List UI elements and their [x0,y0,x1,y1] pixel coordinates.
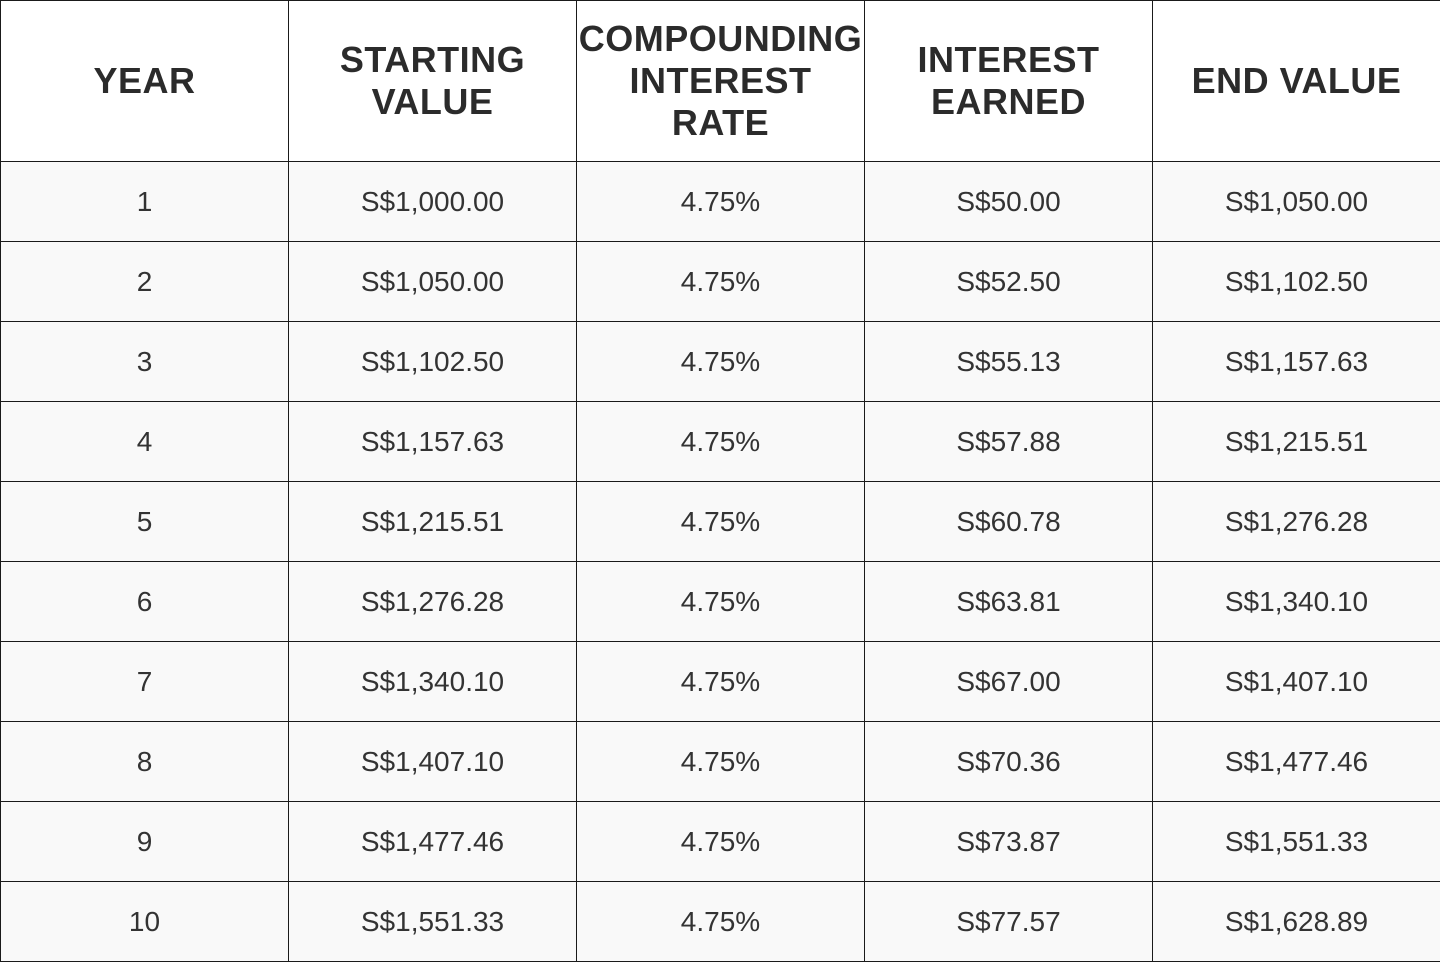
interest-rate-cell: 4.75% [577,162,865,242]
interest-earned-cell: S$70.36 [865,722,1153,802]
interest-rate-cell: 4.75% [577,322,865,402]
header-starting-value [289,1,577,162]
interest-rate-cell: 4.75% [577,722,865,802]
starting-value-cell: S$1,407.10 [289,722,577,802]
interest-earned-cell: S$50.00 [865,162,1153,242]
year-cell: 1 [1,162,289,242]
interest-rate-cell: 4.75% [577,402,865,482]
starting-value-cell: S$1,340.10 [289,642,577,722]
table-row [1,482,1440,562]
end-value-cell: S$1,551.33 [1153,802,1440,882]
year-cell: 2 [1,242,289,322]
year-cell: 3 [1,322,289,402]
interest-earned-cell: S$60.78 [865,482,1153,562]
interest-rate-cell: 4.75% [577,882,865,962]
header-row [1,1,1440,162]
table-row [1,802,1440,882]
interest-rate-cell: 4.75% [577,802,865,882]
header-starting-value-label: STARTING VALUE [339,39,526,122]
table-row [1,722,1440,802]
end-value-cell: S$1,102.50 [1153,242,1440,322]
starting-value-cell: S$1,102.50 [289,322,577,402]
header-end-value-label: END VALUE [1191,60,1402,101]
interest-rate-cell: 4.75% [577,642,865,722]
table-row [1,642,1440,722]
end-value-cell: S$1,340.10 [1153,562,1440,642]
end-value-cell: S$1,215.51 [1153,402,1440,482]
header-year-label: YEAR [93,60,196,101]
header-interest-earned-label: INTEREST EARNED [917,39,1100,122]
interest-earned-cell: S$67.00 [865,642,1153,722]
interest-earned-cell: S$52.50 [865,242,1153,322]
year-cell: 8 [1,722,289,802]
interest-rate-cell: 4.75% [577,482,865,562]
header-end-value [1153,1,1440,162]
table-body [1,162,1440,962]
year-cell: 7 [1,642,289,722]
end-value-cell: S$1,050.00 [1153,162,1440,242]
end-value-cell: S$1,628.89 [1153,882,1440,962]
starting-value-cell: S$1,215.51 [289,482,577,562]
header-year [1,1,289,162]
year-cell: 6 [1,562,289,642]
interest-rate-cell: 4.75% [577,562,865,642]
table-row [1,162,1440,242]
interest-earned-cell: S$63.81 [865,562,1153,642]
interest-rate-cell: 4.75% [577,242,865,322]
interest-earned-cell: S$57.88 [865,402,1153,482]
interest-earned-cell: S$77.57 [865,882,1153,962]
header-compounding-interest-rate-label: COMPOUNDING INTEREST RATE [578,18,863,143]
header-compounding-interest-rate [577,1,865,162]
table-row [1,322,1440,402]
end-value-cell: S$1,477.46 [1153,722,1440,802]
table-row [1,562,1440,642]
end-value-cell: S$1,157.63 [1153,322,1440,402]
year-cell: 9 [1,802,289,882]
table-header [1,1,1440,162]
starting-value-cell: S$1,000.00 [289,162,577,242]
interest-earned-cell: S$73.87 [865,802,1153,882]
end-value-cell: S$1,407.10 [1153,642,1440,722]
year-cell: 5 [1,482,289,562]
starting-value-cell: S$1,477.46 [289,802,577,882]
starting-value-cell: S$1,157.63 [289,402,577,482]
table-row [1,882,1440,962]
starting-value-cell: S$1,276.28 [289,562,577,642]
table-row [1,402,1440,482]
interest-earned-cell: S$55.13 [865,322,1153,402]
starting-value-cell: S$1,050.00 [289,242,577,322]
year-cell: 4 [1,402,289,482]
starting-value-cell: S$1,551.33 [289,882,577,962]
year-cell: 10 [1,882,289,962]
table-row [1,242,1440,322]
end-value-cell: S$1,276.28 [1153,482,1440,562]
header-interest-earned [865,1,1153,162]
